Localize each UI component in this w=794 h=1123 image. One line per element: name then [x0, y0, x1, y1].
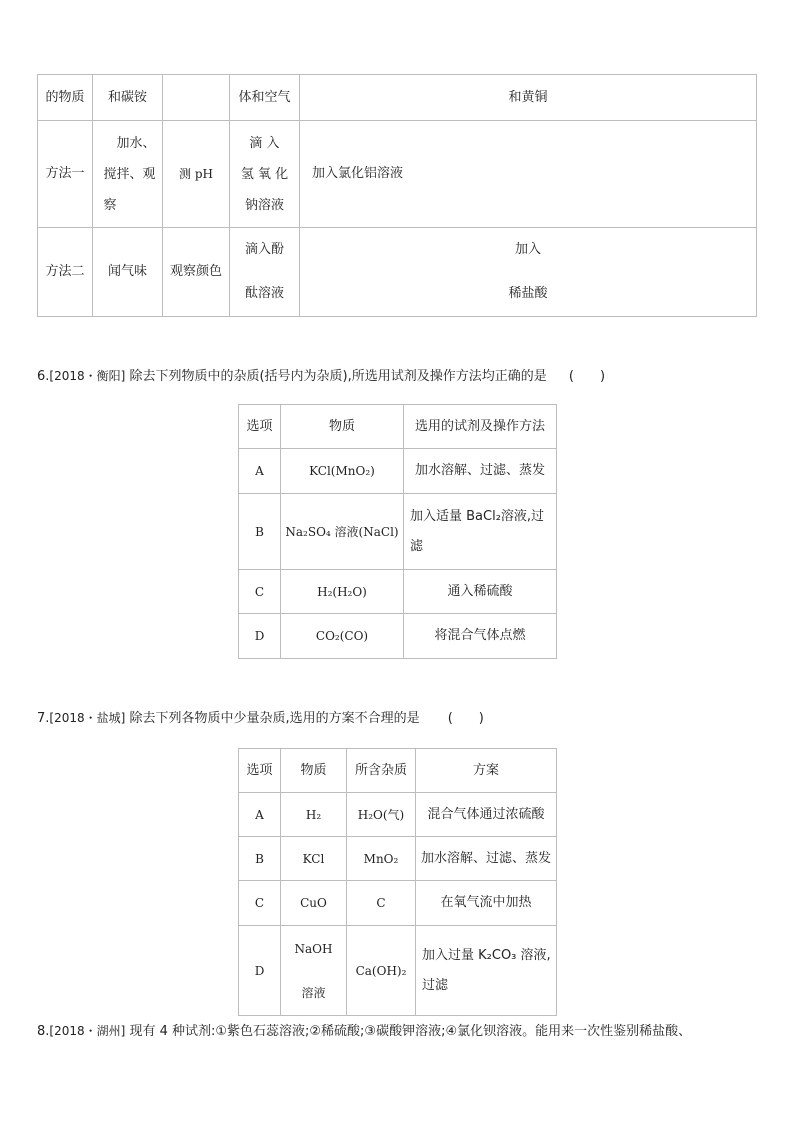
- impurity-cell: Ca(OH)₂: [347, 926, 416, 1016]
- header-cell: 物质: [281, 405, 404, 449]
- plan-cell: 在氧气流中加热: [416, 881, 557, 926]
- table-row: [38, 228, 757, 317]
- method-cell: 加入适量 BaCl₂溶液,过滤: [404, 494, 557, 570]
- table-row: [239, 881, 557, 926]
- question-number: 8.: [37, 1024, 50, 1039]
- substance-cell: NaOH 溶液: [281, 926, 347, 1016]
- table-row: [239, 570, 557, 614]
- substance-cell: Na₂SO₄ 溶液(NaCl): [281, 494, 404, 570]
- option-cell: A: [239, 793, 281, 837]
- question-7: [37, 708, 488, 729]
- option-cell: D: [239, 614, 281, 659]
- header-cell: 所含杂质: [347, 749, 416, 793]
- table-cell: 加入 稀盐酸: [300, 228, 757, 317]
- method-cell: 通入稀硫酸: [404, 570, 557, 614]
- substance-cell: CO₂(CO): [281, 614, 404, 659]
- identification-table: [37, 74, 757, 317]
- answer-blank: ( ): [447, 711, 484, 726]
- method-label: 方法二: [38, 228, 93, 317]
- header-cell: 方案: [416, 749, 557, 793]
- header-cell: 物质: [281, 749, 347, 793]
- table-cell: 测 pH: [163, 121, 230, 228]
- table-cell: 加水、 搅拌、观 察: [93, 121, 163, 228]
- question-source: [2018・衡阳]: [49, 369, 126, 383]
- question-source: [2018・盐城]: [49, 711, 126, 725]
- header-cell: 选项: [239, 405, 281, 449]
- table-row: [239, 926, 557, 1016]
- option-cell: D: [239, 926, 281, 1016]
- header-cell: 选用的试剂及操作方法: [404, 405, 557, 449]
- table-cell: 滴入酚 酞溶液: [230, 228, 300, 317]
- table-cell: 闻气味: [93, 228, 163, 317]
- question-number: 6.: [37, 369, 50, 384]
- substance-cell: H₂(H₂O): [281, 570, 404, 614]
- question-8: [37, 1021, 691, 1042]
- method-cell: 将混合气体点燃: [404, 614, 557, 659]
- table-row: [239, 614, 557, 659]
- question-text: 除去下列各物质中少量杂质,选用的方案不合理的是: [129, 711, 420, 726]
- option-cell: B: [239, 837, 281, 881]
- header-cell: 和黄铜: [300, 75, 757, 121]
- option-cell: C: [239, 881, 281, 926]
- header-cell: [163, 75, 230, 121]
- question-number: 7.: [37, 711, 50, 726]
- table-row: [239, 494, 557, 570]
- impurity-cell: MnO₂: [347, 837, 416, 881]
- option-cell: C: [239, 570, 281, 614]
- impurity-cell: H₂O(气): [347, 793, 416, 837]
- method-cell: 加水溶解、过滤、蒸发: [404, 449, 557, 494]
- q6-table: [238, 404, 557, 659]
- table-row: [239, 793, 557, 837]
- table-cell: 滴 入 氢 氧 化 钠溶液: [230, 121, 300, 228]
- plan-cell: 混合气体通过浓硫酸: [416, 793, 557, 837]
- table-row: [38, 121, 757, 228]
- table-row: [239, 749, 557, 793]
- question-6: [37, 366, 609, 387]
- substance-cell: CuO: [281, 881, 347, 926]
- substance-cell: KCl(MnO₂): [281, 449, 404, 494]
- header-cell: 的物质: [38, 75, 93, 121]
- question-source: [2018・湖州]: [49, 1024, 126, 1038]
- question-text: 现有 4 种试剂:①紫色石蕊溶液;②稀硫酸;③碳酸钾溶液;④氯化钡溶液。能用来一次性鉴别稀盐酸、: [129, 1024, 692, 1039]
- header-cell: 和碳铵: [93, 75, 163, 121]
- substance-cell: KCl: [281, 837, 347, 881]
- plan-cell: 加入过量 K₂CO₃ 溶液,过滤: [416, 926, 557, 1016]
- q7-table: [238, 748, 557, 1016]
- table-cell: 加入氯化铝溶液: [300, 121, 757, 228]
- method-label: 方法一: [38, 121, 93, 228]
- option-cell: A: [239, 449, 281, 494]
- table-row: [239, 405, 557, 449]
- header-cell: 选项: [239, 749, 281, 793]
- plan-cell: 加水溶解、过滤、蒸发: [416, 837, 557, 881]
- option-cell: B: [239, 494, 281, 570]
- question-text: 除去下列物质中的杂质(括号内为杂质),所选用试剂及操作方法均正确的是: [129, 369, 547, 384]
- answer-blank: ( ): [568, 369, 606, 384]
- substance-cell: H₂: [281, 793, 347, 837]
- impurity-cell: C: [347, 881, 416, 926]
- table-row: [239, 837, 557, 881]
- header-cell: 体和空气: [230, 75, 300, 121]
- table-row: [38, 75, 757, 121]
- table-row: [239, 449, 557, 494]
- table-cell: 观察颜色: [163, 228, 230, 317]
